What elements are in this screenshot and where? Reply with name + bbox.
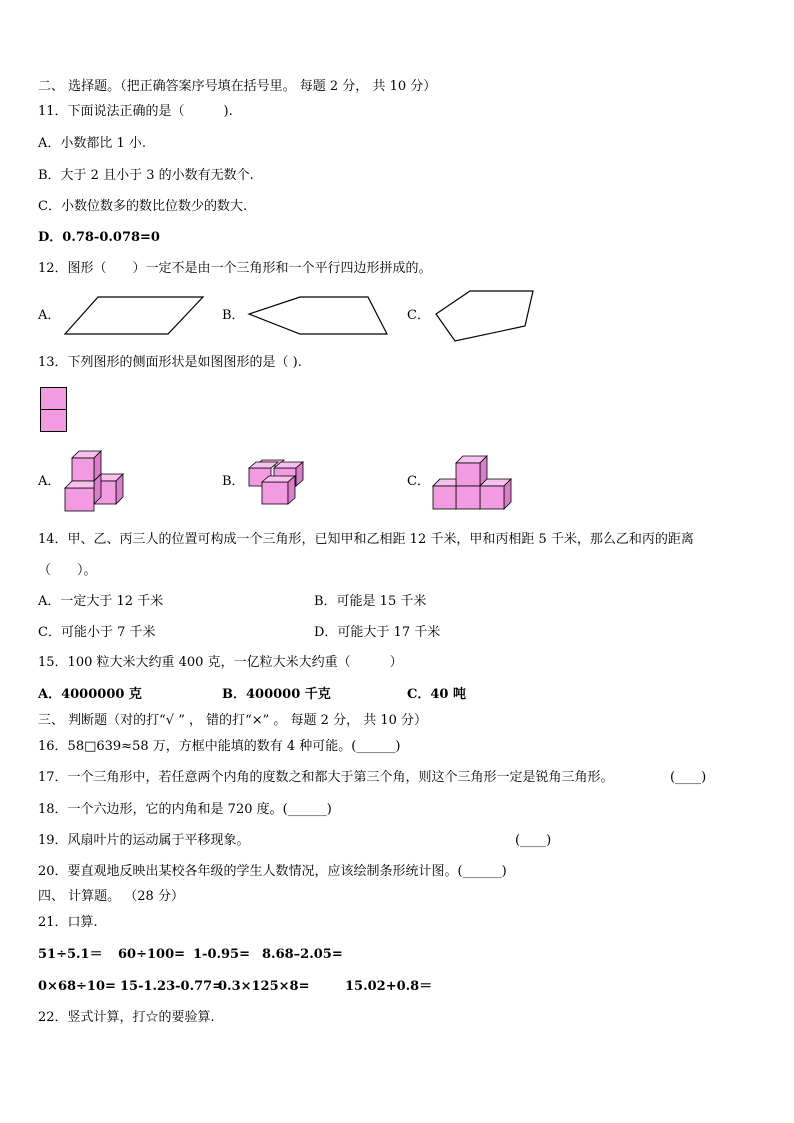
q14-stem-line2: （ ）。	[38, 563, 97, 578]
q11-stem: 11．下面说法正确的是（ ).	[38, 104, 233, 119]
section3-title: 三、 判断题（对的打“√ ” ， 错的打“×” 。 每题 2 分， 共 10 分）	[38, 713, 428, 728]
q21-stem: 21．口算.	[38, 915, 98, 930]
q21-item-6: 15-1.23-0.77=	[120, 979, 224, 994]
q12-shape-a-parallelogram	[64, 296, 204, 336]
q11-option-b: B．大于 2 且小于 3 的小数有无数个.	[38, 168, 254, 183]
section2-title: 二、 选择题。（把正确答案序号填在括号里。 每题 2 分， 共 10 分）	[38, 79, 437, 94]
q12-label-c: C．	[407, 308, 430, 323]
section4-title: 四、 计算题。 （28 分）	[38, 889, 184, 904]
q14-option-d: D．可能大于 17 千米	[314, 625, 441, 640]
q19-answer-blank: (____)	[515, 833, 552, 848]
q14-option-c: C．可能小于 7 千米	[38, 625, 156, 640]
q21-item-8: 15.02+0.8＝	[345, 979, 433, 994]
q13-label-c: C．	[407, 474, 430, 489]
q12-stem: 12．图形（ ）一定不是由一个三角形和一个平行四边形拼成的。	[38, 261, 432, 276]
q12-label-a: A．	[38, 308, 61, 323]
q22-stem: 22．竖式计算，打☆的要验算.	[38, 1010, 215, 1025]
q14-option-b: B．可能是 15 千米	[314, 594, 427, 609]
q21-item-5: 0×68÷10=	[38, 979, 116, 994]
q11-option-c: C．小数位数多的数比位数少的数大.	[38, 199, 248, 214]
q14-stem-line1: 14．甲、乙、丙三人的位置可构成一个三角形，已知甲和乙相距 12 千米，甲和丙相距 5 千米，那么乙和丙的距离	[38, 532, 694, 547]
q21-item-7: 0.3×125×8=	[218, 979, 310, 994]
q15-option-b: B．400000 千克	[222, 687, 331, 702]
q20-statement: 20．要直观地反映出某校各年级的学生人数情况，应该绘制条形统计图。(______)	[38, 864, 507, 879]
q12-label-b: B．	[222, 308, 245, 323]
q21-item-1: 51÷5.1＝	[38, 947, 103, 962]
q15-stem: 15．100 粒大米大约重 400 克，一亿粒大米大约重（ ）	[38, 655, 403, 670]
q12-shape-b-hexagon	[248, 296, 388, 336]
q15-option-a: A．4000000 克	[38, 687, 142, 702]
q13-cubes-c	[432, 454, 512, 512]
q19-statement: 19．风扇叶片的运动属于平移现象。	[38, 833, 250, 848]
q13-cubes-b	[248, 458, 304, 506]
q16-statement: 16．58□639≈58 万，方框中能填的数有 4 种可能。(______)	[38, 739, 401, 754]
q13-label-a: A．	[38, 474, 61, 489]
q13-cubes-a	[64, 451, 126, 513]
q21-item-2: 60÷100=	[118, 947, 186, 962]
q18-statement: 18．一个六边形，它的内角和是 720 度。(______)	[38, 802, 332, 817]
q13-label-b: B．	[222, 474, 245, 489]
q17-answer-blank: (____)	[670, 770, 707, 785]
q11-option-d: D．0.78-0.078=0	[38, 230, 160, 245]
q14-option-a: A．一定大于 12 千米	[38, 594, 164, 609]
q15-option-c: C．40 吨	[407, 687, 466, 702]
q13-side-view-figure	[40, 387, 68, 433]
q21-item-3: 1-0.95=	[193, 947, 250, 962]
q11-option-a: A．小数都比 1 小.	[38, 136, 147, 151]
q13-stem: 13．下列图形的侧面形状是如图图形的是（ ).	[38, 355, 302, 370]
q21-item-4: 8.68–2.05=	[262, 947, 343, 962]
q17-statement: 17．一个三角形中，若任意两个内角的度数之和都大于第三个角，则这个三角形一定是锐角三角形。	[38, 770, 614, 785]
q12-shape-c-pentagon	[435, 290, 535, 342]
